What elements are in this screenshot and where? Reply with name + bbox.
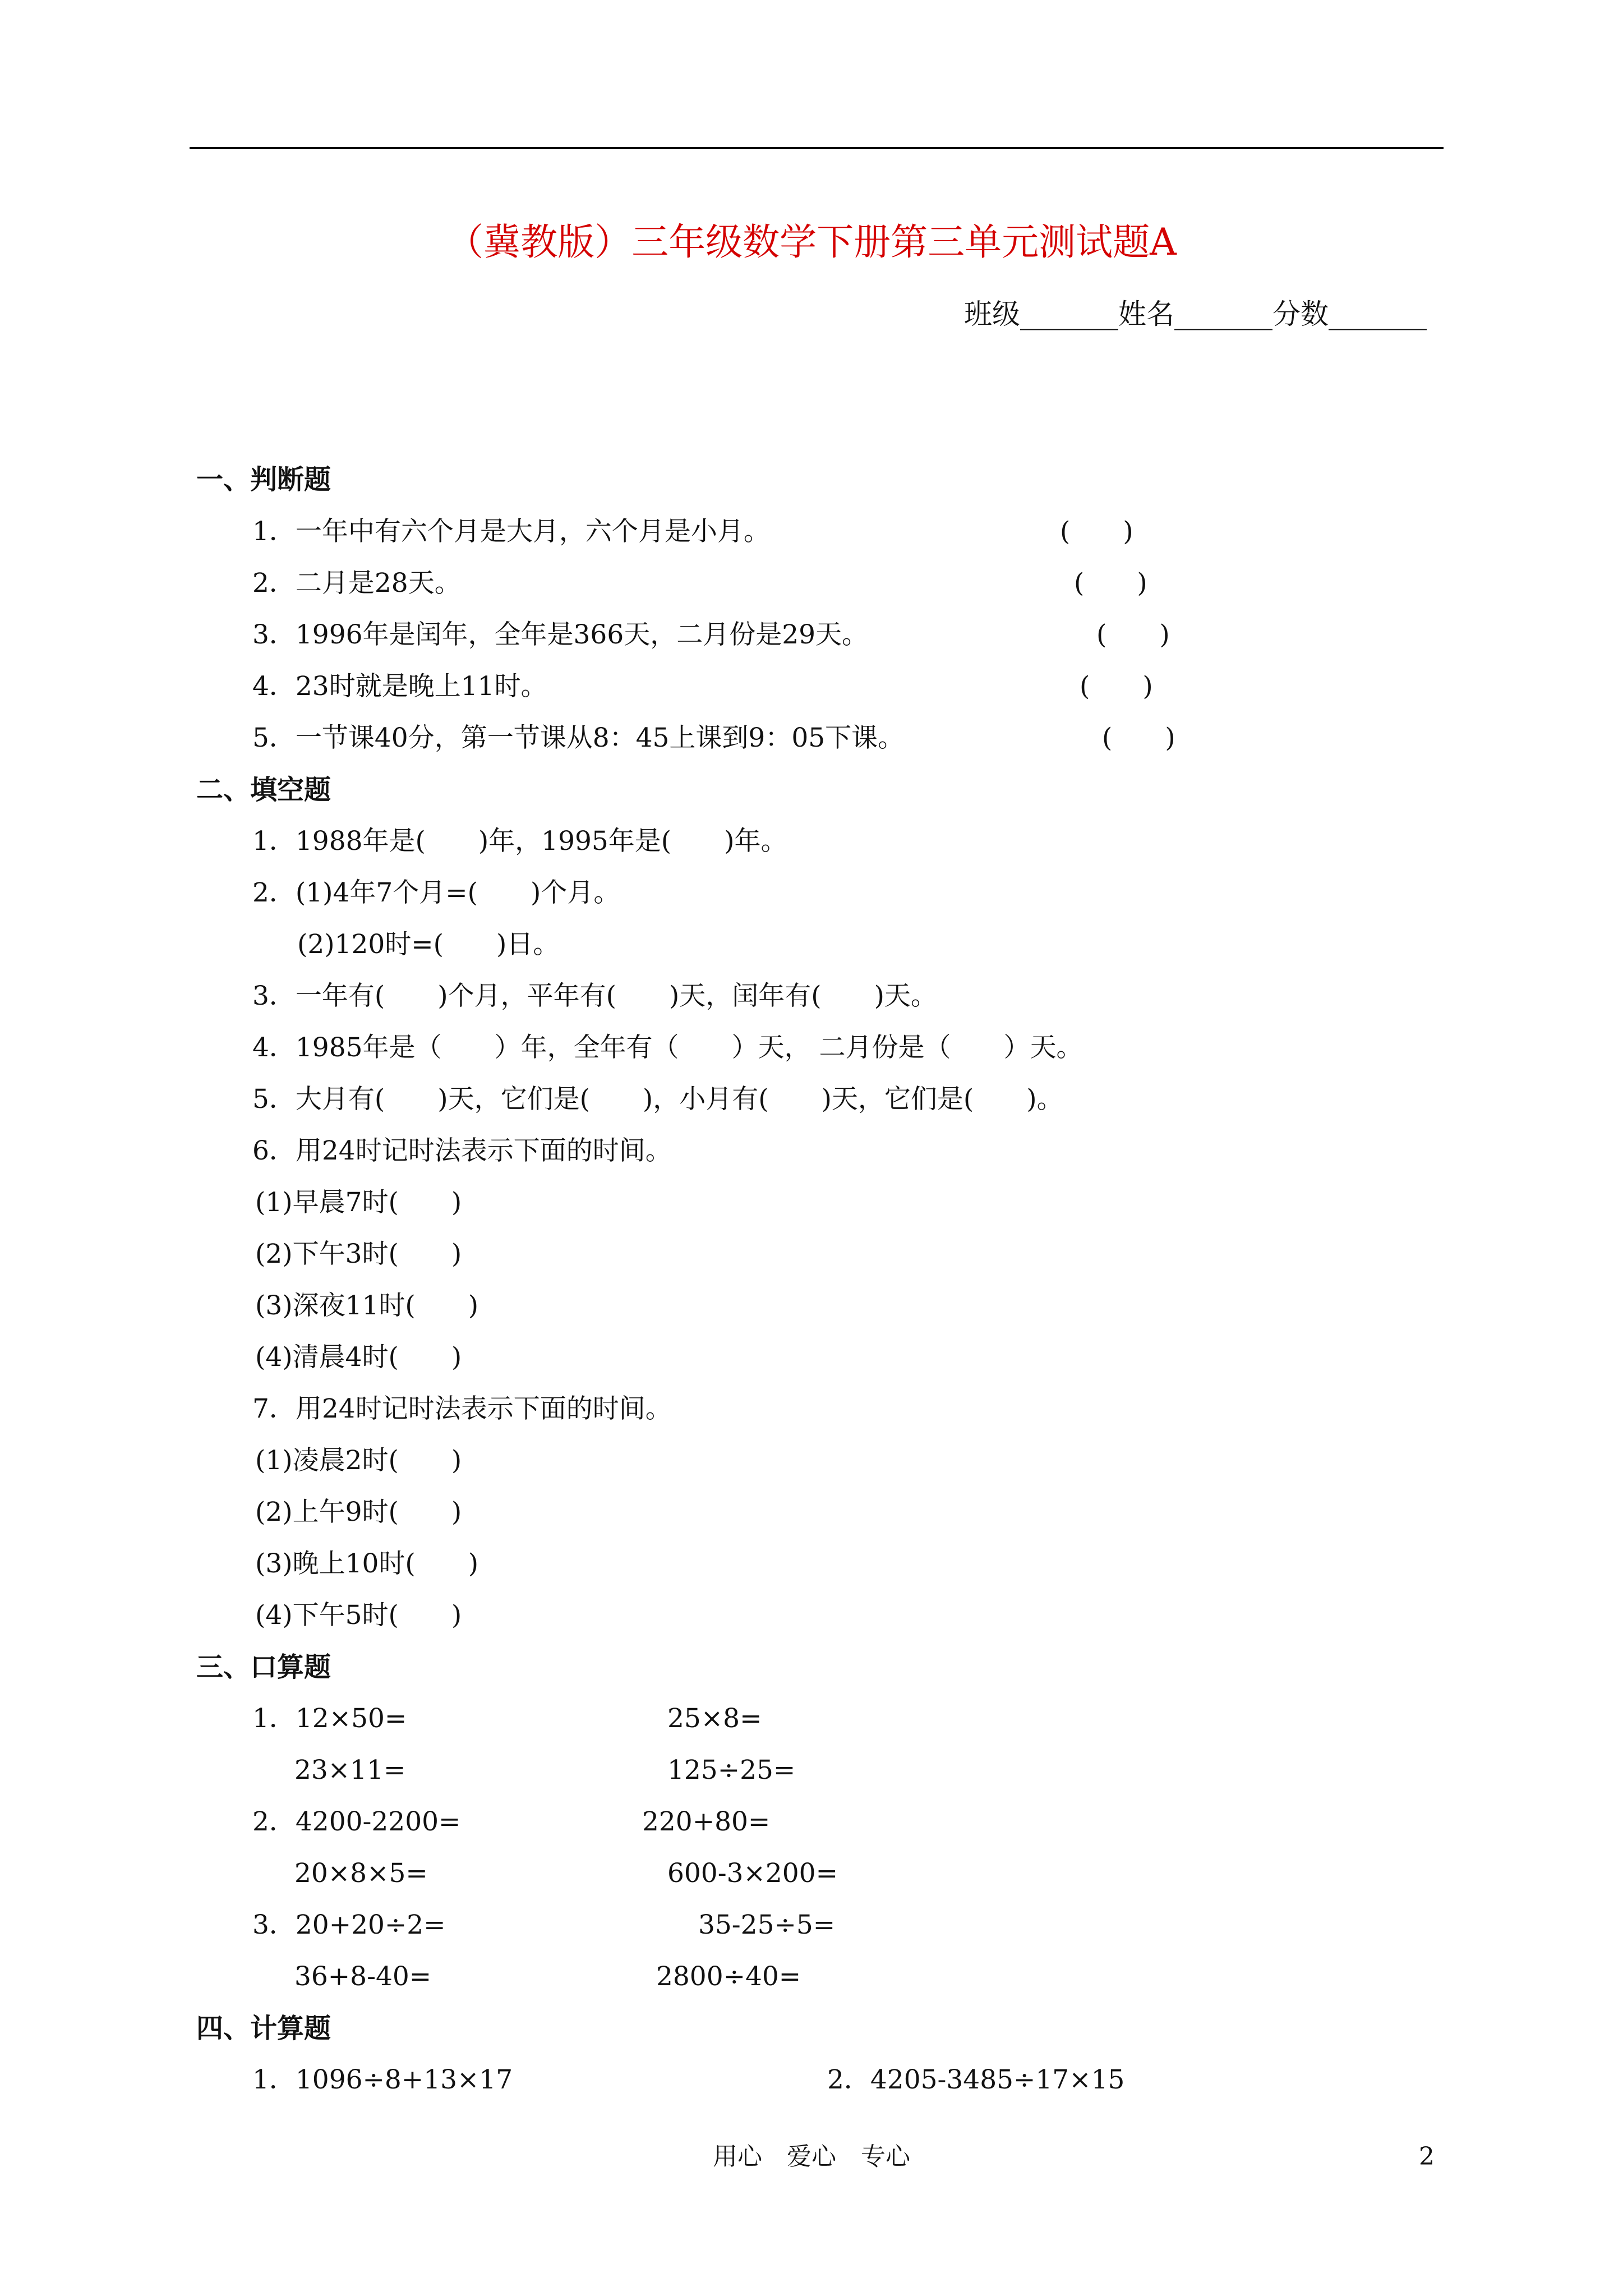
fill-blank-line: (4)清晨4时( ) (255, 1342, 462, 1373)
section-heading-judgement: 一、判断题 (196, 464, 331, 495)
page-number: 2 (1419, 2142, 1435, 2171)
judgement-answer-box-2[interactable]: ( ) (1074, 568, 1147, 599)
judgement-question-3: 3．1996年是闰年，全年是366天，二月份是29天。 (252, 619, 869, 650)
fill-blank-line: 5．大月有( )天，它们是( )，小月有( )天，它们是( )。 (252, 1084, 1063, 1115)
fill-blank-line: (3)深夜11时( ) (255, 1290, 479, 1321)
fill-blank-line: 7．用24时记时法表示下面的时间。 (252, 1393, 672, 1424)
mental-math-item: 36+8-40= (294, 1961, 432, 1992)
fill-blank-line: 1．1988年是( )年，1995年是( )年。 (252, 826, 787, 857)
section-heading-mental-math: 三、口算题 (196, 1651, 331, 1683)
fill-blank-line: (1)凌晨2时( ) (255, 1445, 462, 1476)
mental-math-item: 35-25÷5= (698, 1910, 836, 1940)
fill-blank-line: 6．用24时记时法表示下面的时间。 (252, 1135, 672, 1166)
header-rule (190, 147, 1444, 149)
judgement-question-4: 4．23时就是晚上11时。 (252, 671, 547, 702)
judgement-answer-box-3[interactable]: ( ) (1096, 619, 1170, 650)
mental-math-item: 25×8= (667, 1703, 762, 1734)
mental-math-item: 1．12×50= (252, 1703, 407, 1734)
calculation-item-1: 1．1096÷8+13×17 (252, 2064, 513, 2095)
fill-blank-line: (2)120时=( )日。 (297, 929, 560, 960)
judgement-question-5: 5．一节课40分，第一节课从8：45上课到9：05下课。 (252, 723, 905, 753)
judgement-answer-box-1[interactable]: ( ) (1060, 516, 1133, 547)
mental-math-item: 220+80= (642, 1806, 771, 1837)
mental-math-item: 600-3×200= (667, 1858, 838, 1889)
judgement-answer-box-4[interactable]: ( ) (1080, 671, 1153, 702)
fill-blank-line: (2)上午9时( ) (255, 1497, 462, 1527)
judgement-answer-box-5[interactable]: ( ) (1102, 723, 1175, 753)
page-title: （冀教版）三年级数学下册第三单元测试题A (446, 220, 1177, 264)
fill-blank-line: (2)下午3时( ) (255, 1239, 462, 1269)
student-info-line: 班级_______姓名_______分数_______ (964, 298, 1427, 330)
mental-math-item: 3．20+20÷2= (252, 1910, 446, 1940)
judgement-question-2: 2．二月是28天。 (252, 568, 461, 599)
mental-math-item: 23×11= (294, 1755, 406, 1786)
section-heading-calculation: 四、计算题 (196, 2013, 331, 2044)
mental-math-item: 20×8×5= (294, 1858, 428, 1889)
calculation-item-2: 2．4205-3485÷17×15 (827, 2064, 1125, 2095)
mental-math-item: 125÷25= (667, 1755, 796, 1786)
judgement-question-1: 1．一年中有六个月是大月，六个月是小月。 (252, 516, 770, 547)
section-heading-fill-blank: 二、填空题 (196, 774, 331, 806)
fill-blank-line: 3．一年有( )个月，平年有( )天，闰年有( )天。 (252, 981, 937, 1011)
fill-blank-line: (1)早晨7时( ) (255, 1187, 462, 1218)
fill-blank-line: 2．(1)4年7个月=( )个月。 (252, 877, 620, 908)
mental-math-item: 2800÷40= (656, 1961, 801, 1992)
fill-blank-line: (3)晚上10时( ) (255, 1548, 479, 1579)
fill-blank-line: (4)下午5时( ) (255, 1600, 462, 1631)
mental-math-item: 2．4200-2200= (252, 1806, 461, 1837)
fill-blank-line: 4．1985年是（ ）年，全年有（ ）天， 二月份是（ ）天。 (252, 1032, 1083, 1063)
page-footer: 用心 爱心 专心 (713, 2142, 910, 2171)
